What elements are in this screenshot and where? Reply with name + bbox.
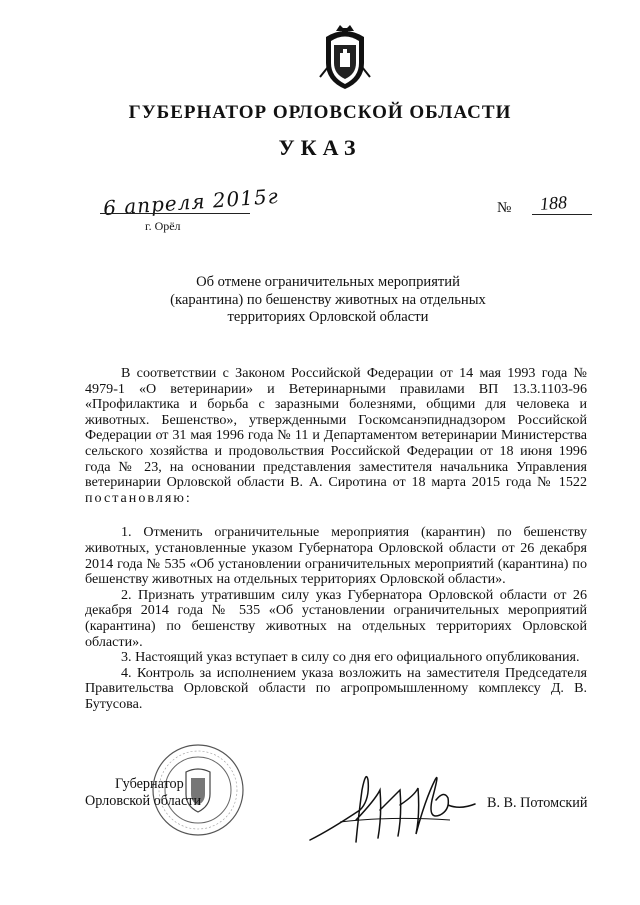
- city-label: г. Орёл: [145, 219, 181, 233]
- date-underline: [100, 213, 250, 214]
- decree-item: 3. Настоящий указ вступает в силу со дня его официального опубликования.: [121, 649, 580, 666]
- handwritten-signature-icon: [300, 760, 490, 850]
- subject-line: территориях Орловской области: [227, 309, 429, 325]
- signatory-title-line2: Орловской области: [85, 793, 202, 809]
- signatory-name: В. В. Потомский: [487, 795, 588, 811]
- decree-subject: [140, 274, 516, 327]
- organization-title: ГУБЕРНАТОР ОРЛОВСКОЙ ОБЛАСТИ: [128, 102, 512, 123]
- preamble-text: В соответствии с Законом Российской Федерации от 14 мая 1993 года № 4979-1 «О ветеринарии» и Ветеринарными правилами ВП 13.3.1103-96 «Профилактика и борьба с заразными болезнями, общими для человека и животных. Бешенство», утвержденными Госкомсанэпиднадзором Российской Федерации от 31 мая 1996 года № 11 и Департаментом ветеринарии Министерства сельского хозяйства и продовольствия Российской Федерации от 18 июня 1996 года № 23, на основании представления заместителя начальника Управления ветеринарии Орловской области В. А. Сиротина от 18 марта 2015 года № 1522: [85, 365, 587, 491]
- coat-of-arms-icon: [318, 23, 372, 91]
- signatory-title-line1: Губернатор: [115, 776, 184, 792]
- number-label: №: [497, 200, 512, 216]
- decree-item: 2. Признать утратившим силу указ Губернатора Орловской области от 26 декабря 2014 года № 535 «Об установлении ограничительных мероприятий (карантина) по бешенству животных на отдельных территориях Орловской области».: [85, 586, 587, 650]
- preamble-tail: :: [185, 489, 190, 506]
- handwritten-date: 6 апреля 2015г: [102, 183, 280, 221]
- subject-line: (карантина) по бешенству животных на отдельных: [170, 291, 486, 308]
- decree-item: 1. Отменить ограничительные мероприятия (карантин) по бешенству животных, установленные указом Губернатора Орловской области от 26 декабря 2014 года № 535 «Об установлении ограничительных мероприятий (карантина) по бешенству животных на отдельных территориях Орловской области».: [85, 524, 587, 588]
- resolve-word: постановляю: [85, 489, 186, 506]
- signatory-title: [85, 776, 201, 810]
- preamble-paragraph: [85, 366, 587, 506]
- decree-item: 4. Контроль за исполнением указа возложить на заместителя Председателя Правительства Орловской области по агропромышленному комплексу Д. В. Бутусова.: [85, 664, 587, 712]
- number-underline: [532, 214, 592, 215]
- document-type-title: УКАЗ: [278, 135, 362, 160]
- subject-line: Об отмене ограничительных мероприятий: [196, 274, 460, 290]
- decree-body: [85, 366, 587, 712]
- handwritten-number: 188: [539, 192, 568, 214]
